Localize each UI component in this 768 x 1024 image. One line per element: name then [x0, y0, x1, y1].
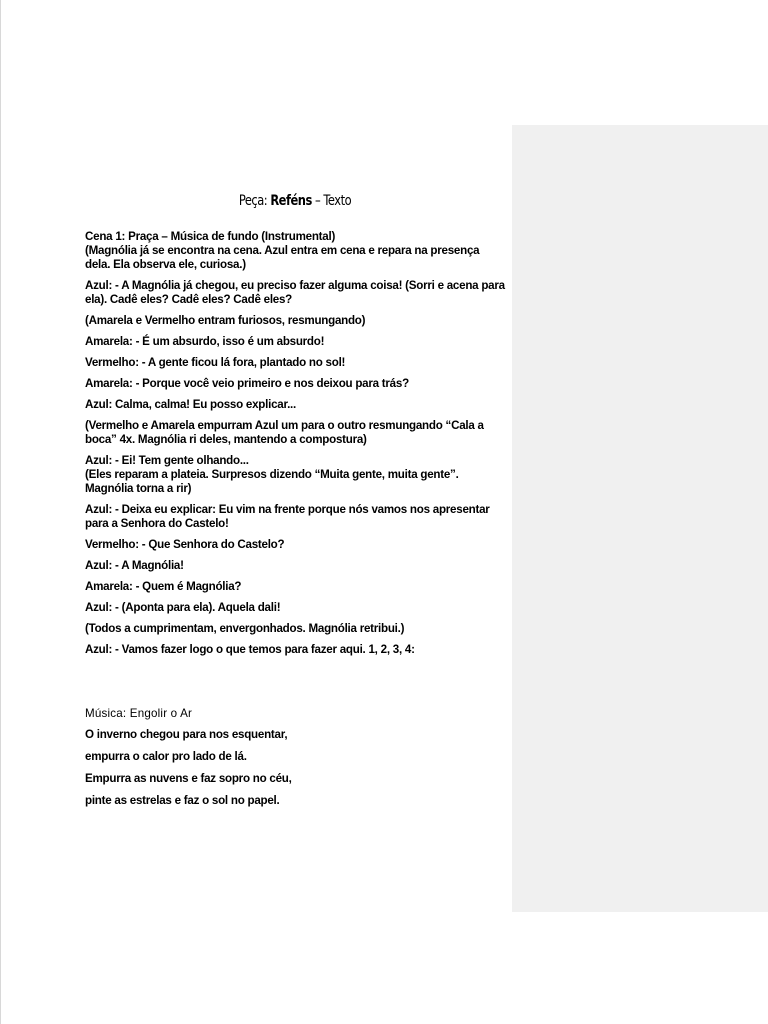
- script-line: Amarela: - É um absurdo, isso é um absurdo!: [85, 335, 325, 348]
- script-line: Azul: - Ei! Tem gente olhando...: [85, 454, 249, 467]
- song-title: Música: Engolir o Ar: [85, 707, 193, 720]
- script-line: Azul: - (Aponta para ela). Aquela dali!: [85, 601, 281, 614]
- script-line: Azul: - Deixa eu explicar: Eu vim na frente porque nós vamos nos apresentar para a Senhora do Castelo!: [85, 503, 490, 530]
- script-line: (Amarela e Vermelho entram furiosos, resmungando): [85, 314, 366, 327]
- song-verse: empurra o calor pro lado de lá.: [85, 750, 247, 763]
- document-title: [53, 193, 537, 209]
- script-line: Amarela: - Quem é Magnólia?: [85, 580, 242, 593]
- script-line: Azul: - A Magnólia já chegou, eu preciso fazer alguma coisa! (Sorri e acena para ela). Cadê eles? Cadê eles? Cadê eles?: [85, 279, 505, 306]
- script-line: Azul: - A Magnólia!: [85, 559, 184, 572]
- script-line: Amarela: - Porque você veio primeiro e nos deixou para trás?: [85, 377, 409, 390]
- comment-margin-pane: [512, 125, 768, 912]
- song-verse: Empurra as nuvens e faz sopro no céu,: [85, 772, 292, 785]
- script-line: Vermelho: - Que Senhora do Castelo?: [85, 538, 285, 551]
- script-line: (Vermelho e Amarela empurram Azul um para o outro resmungando “Cala a boca” 4x. Magnólia ri deles, mantendo a compostura): [85, 419, 484, 446]
- song-verse: O inverno chegou para nos esquentar,: [85, 728, 288, 741]
- script-line: Azul: - Vamos fazer logo o que temos para fazer aqui. 1, 2, 3, 4:: [85, 643, 415, 656]
- title-prefix: Peça:: [238, 193, 271, 209]
- song-verse: pinte as estrelas e faz o sol no papel.: [85, 794, 280, 807]
- script-line: (Eles reparam a plateia. Surpresos dizendo “Muita gente, muita gente”. Magnólia torna a rir): [85, 468, 459, 495]
- title-suffix: – Texto: [311, 193, 352, 209]
- script-line: Azul: Calma, calma! Eu posso explicar...: [85, 398, 296, 411]
- script-line: (Magnólia já se encontra na cena. Azul entra em cena e repara na presença dela. Ela observa ele, curiosa.): [85, 244, 480, 271]
- page-edge: [0, 0, 1, 1024]
- script-line: (Todos a cumprimentam, envergonhados. Magnólia retribui.): [85, 622, 405, 635]
- scene-heading: Cena 1: Praça – Música de fundo (Instrumental): [85, 230, 336, 243]
- document-body: [85, 230, 505, 816]
- script-line: Vermelho: - A gente ficou lá fora, plantado no sol!: [85, 356, 346, 369]
- title-play-name: Reféns: [270, 193, 312, 209]
